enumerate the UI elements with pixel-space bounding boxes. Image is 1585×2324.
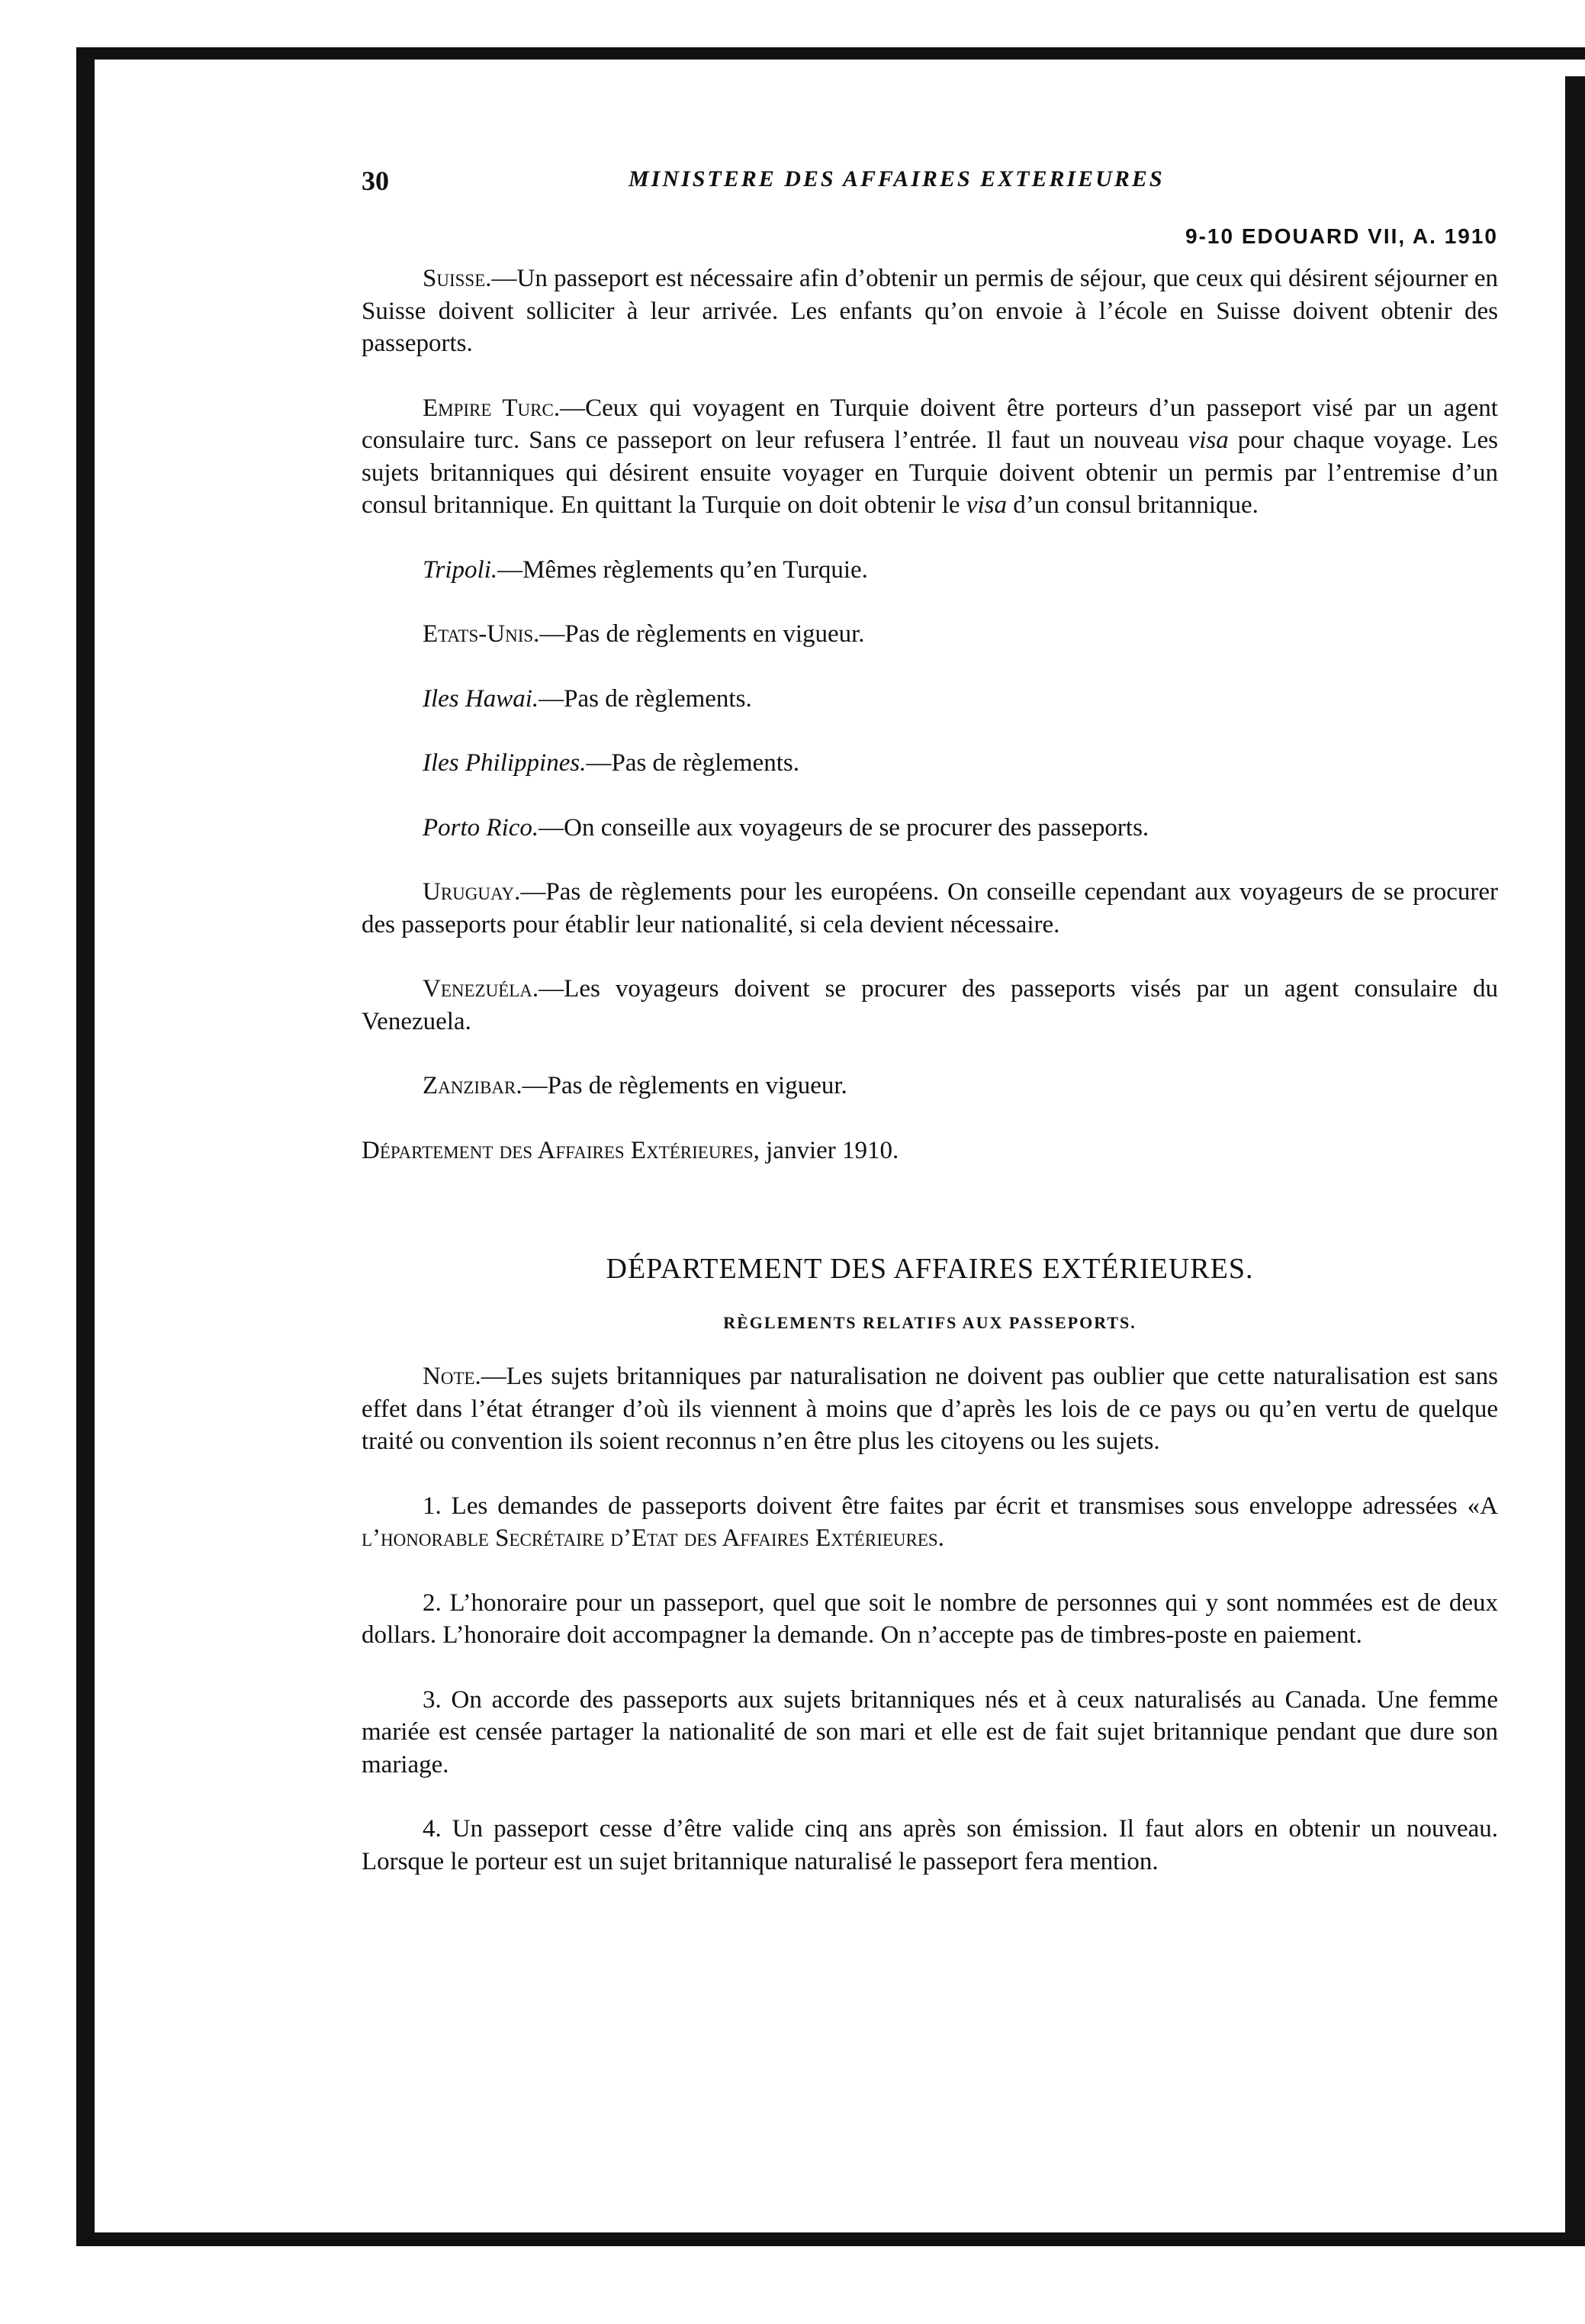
rule-2: 2. L’honoraire pour un passeport, quel que soit le nombre de personnes qui y sont nommées est de deux dollars. L’honoraire doit accompagner la demande. On n’accepte pas de timbres-poste en paiement. bbox=[362, 1588, 1498, 1649]
entry-uruguay bbox=[362, 876, 1498, 941]
entry-country: Empire Turc. bbox=[423, 394, 561, 422]
entry-text: —Ceux qui voyagent en Turquie doivent être porteurs d’un passeport visé par un agent consulaire turc. Sans ce passeport on leur refusera l’entrée. Il faut un nouveau bbox=[362, 394, 1498, 454]
entry-text: —Les voyageurs doivent se procurer des passeports visés par un agent consulaire du Venezuela. bbox=[362, 975, 1498, 1035]
entry-text: —Pas de règlements en vigueur. bbox=[522, 1072, 847, 1099]
entry-text: —Pas de règlements pour les européens. On conseille cependant aux voyageurs de se procurer des passeports pour établir leur nationalité, si cela devient nécessaire. bbox=[362, 878, 1498, 938]
entry-country: Venezuéla. bbox=[423, 975, 539, 1003]
entry-zanzibar bbox=[362, 1070, 1498, 1102]
entry-etats-unis bbox=[362, 618, 1498, 651]
note-paragraph bbox=[362, 1360, 1498, 1458]
entry-italic: visa bbox=[1188, 426, 1229, 454]
rule-text: 1. Les demandes de passeports doivent être faites par écrit et transmises sous enveloppe adressées « bbox=[423, 1492, 1481, 1520]
entry-country: Iles Philippines. bbox=[423, 749, 587, 777]
entry-country: Uruguay. bbox=[423, 878, 521, 906]
entry-country: Porto Rico. bbox=[423, 813, 539, 842]
entry-country: Zanzibar. bbox=[423, 1072, 522, 1099]
entry-suisse bbox=[362, 262, 1498, 360]
entry-italic: visa bbox=[966, 491, 1007, 519]
dated-department: Département des Affaires Extérieures bbox=[362, 1136, 754, 1164]
entry-text: —Pas de règlements. bbox=[586, 749, 799, 777]
entry-text: —Pas de règlements. bbox=[539, 684, 752, 713]
running-title: MINISTERE DES AFFAIRES EXTERIEURES bbox=[629, 166, 1165, 192]
scan-border-left bbox=[76, 47, 95, 2245]
dated-date: , janvier 1910. bbox=[753, 1136, 899, 1164]
scan-border-bottom bbox=[76, 2232, 1585, 2246]
rule-address: A l’honorable Secrétaire d’Etat des Affaires Extérieures. bbox=[362, 1492, 1498, 1552]
session-line: 9-10 EDOUARD VII, A. 1910 bbox=[1185, 224, 1498, 248]
rule-1 bbox=[362, 1490, 1498, 1555]
entry-text: d’un consul britannique. bbox=[1007, 491, 1259, 519]
entry-iles-hawai bbox=[362, 683, 1498, 716]
entry-text: pour chaque voyage. Les sujets britanniques qui désirent ensuite voyager en Turquie doivent obtenir un permis par l’entremise d’un consul britannique. En quittant la Turquie on doit obtenir le bbox=[362, 426, 1498, 519]
entry-text: —Un passeport est nécessaire afin d’obtenir un permis de séjour, que ceux qui désirent séjourner en Suisse doivent solliciter à leur arrivée. Les enfants qu’on envoie à l’école en Suisse doivent obtenir des passeports. bbox=[362, 265, 1498, 357]
page-number: 30 bbox=[362, 166, 389, 196]
dated-line bbox=[362, 1135, 1498, 1167]
note-text: —Les sujets britanniques par naturalisation ne doivent pas oublier que cette naturalisation est sans effet dans l’état étranger d’où ils viennent à moins que d’après les lois de ce pays ou qu’en vertu de quelque traité ou convention ils soient reconnus n’en être plus les citoyens ou les sujets. bbox=[362, 1363, 1498, 1455]
scan-border-right bbox=[1565, 76, 1585, 2243]
entry-text: —Mêmes règlements qu’en Turquie. bbox=[497, 555, 868, 584]
entry-country: Tripoli. bbox=[423, 555, 498, 584]
section-title: DÉPARTEMENT DES AFFAIRES EXTÉRIEURES. bbox=[606, 1253, 1254, 1285]
section-subtitle: RÈGLEMENTS RELATIFS AUX PASSEPORTS. bbox=[723, 1313, 1137, 1332]
entry-country: Iles Hawai. bbox=[423, 684, 539, 713]
entry-text: —On conseille aux voyageurs de se procurer des passeports. bbox=[539, 813, 1149, 842]
scan-border-top bbox=[76, 47, 1585, 60]
rule-3: 3. On accorde des passeports aux sujets britanniques nés et à ceux naturalisés au Canada. Une femme mariée est censée partager la nationalité de son mari et elle est de fait sujet britannique pendant que dure son mariage. bbox=[362, 1685, 1498, 1778]
entry-tripoli bbox=[362, 554, 1498, 587]
entry-country: Etats-Unis. bbox=[423, 620, 540, 648]
rule-4: 4. Un passeport cesse d’être valide cinq ans après son émission. Il faut alors en obtenir un nouveau. Lorsque le porteur est un sujet britannique naturalisé le passeport fera mention. bbox=[362, 1815, 1498, 1875]
entry-country: Suisse. bbox=[423, 265, 492, 292]
note-label: Note. bbox=[423, 1363, 481, 1390]
page-header bbox=[362, 157, 1498, 203]
entry-venezuela bbox=[362, 973, 1498, 1038]
entry-porto-rico bbox=[362, 812, 1498, 845]
entry-text: —Pas de règlements en vigueur. bbox=[539, 620, 865, 648]
document-page bbox=[362, 157, 1498, 1878]
entry-empire-turc bbox=[362, 392, 1498, 522]
entry-iles-philippines bbox=[362, 747, 1498, 780]
